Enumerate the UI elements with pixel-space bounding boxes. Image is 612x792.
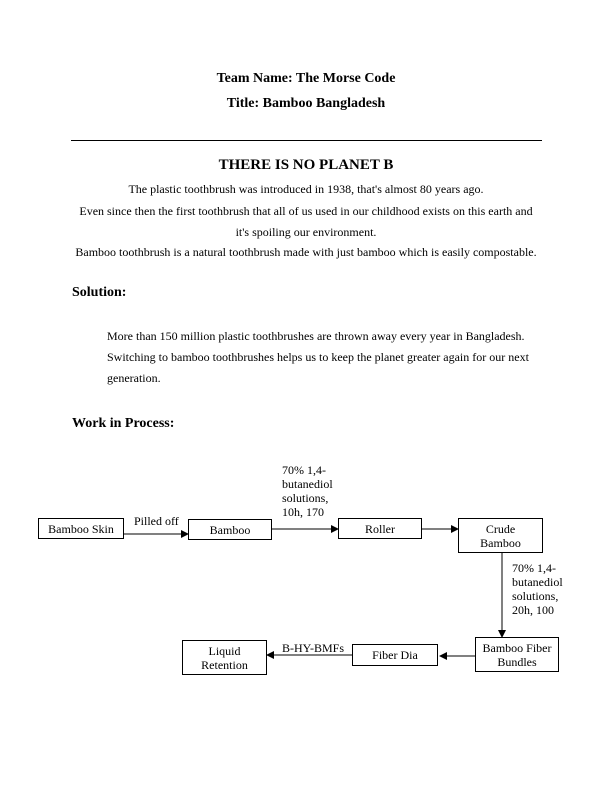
treatment-1-line: 70% 1,4- <box>282 463 326 477</box>
treatment-1-line: 10h, 170 <box>282 505 324 519</box>
team-name: Team Name: The Morse Code <box>216 71 396 86</box>
node-liquid-retention-label-2: Retention <box>201 657 248 672</box>
treatment-2-line: solutions, <box>512 589 559 603</box>
solution-line: generation. <box>107 371 161 385</box>
edge-label-pilled-off: Pilled off <box>134 514 179 528</box>
node-crude-bamboo-label-1: Crude <box>485 521 516 536</box>
node-roller <box>338 518 422 539</box>
edge-label-treatment-1 <box>282 463 333 519</box>
solution-line: More than 150 million plastic toothbrushes are thrown away every year in Bangladesh. <box>107 329 525 343</box>
node-bamboo-fiber-bundles <box>475 637 559 672</box>
main-heading: THERE IS NO PLANET B <box>218 157 394 173</box>
document-title: Title: Bamboo Bangladesh <box>226 96 386 111</box>
treatment-1-line: solutions, <box>282 491 329 505</box>
solution-line: Switching to bamboo toothbrushes helps us to keep the planet greater again for our next <box>107 350 529 364</box>
node-roller-label: Roller <box>365 521 395 536</box>
treatment-2-line: 70% 1,4- <box>512 561 556 575</box>
node-bamboo-skin-label: Bamboo Skin <box>48 521 114 536</box>
node-fiber-bundles-label-2: Bundles <box>497 654 537 669</box>
intro-line: Even since then the first toothbrush that all of us used in our childhood exists on this earth and <box>79 204 533 218</box>
intro-line: Bamboo toothbrush is a natural toothbrush made with just bamboo which is easily compostable. <box>75 245 537 259</box>
node-fiber-bundles-label-1: Bamboo Fiber <box>482 640 552 655</box>
work-in-process-heading: Work in Process: <box>72 416 175 431</box>
node-bamboo-label: Bamboo <box>209 522 251 537</box>
treatment-1-line: butanediol <box>282 477 333 491</box>
node-bamboo-skin <box>38 518 124 539</box>
edge-label-treatment-2 <box>512 561 563 617</box>
node-fiber-dia-label: Fiber Dia <box>372 648 418 662</box>
node-liquid-retention <box>182 640 267 675</box>
intro-line: The plastic toothbrush was introduced in 1938, that's almost 80 years ago. <box>128 182 484 196</box>
node-fiber-dia <box>352 644 438 666</box>
solution-heading: Solution: <box>72 285 127 300</box>
edge-label-bhy-bmfs: B-HY-BMFs <box>282 641 345 655</box>
node-liquid-retention-label-1: Liquid <box>208 643 241 658</box>
node-crude-bamboo <box>458 518 543 553</box>
intro-line: it's spoiling our environment. <box>235 225 377 239</box>
node-bamboo <box>188 519 272 540</box>
treatment-2-line: butanediol <box>512 575 563 589</box>
treatment-2-line: 20h, 100 <box>512 603 554 617</box>
node-crude-bamboo-label-2: Bamboo <box>480 535 521 550</box>
